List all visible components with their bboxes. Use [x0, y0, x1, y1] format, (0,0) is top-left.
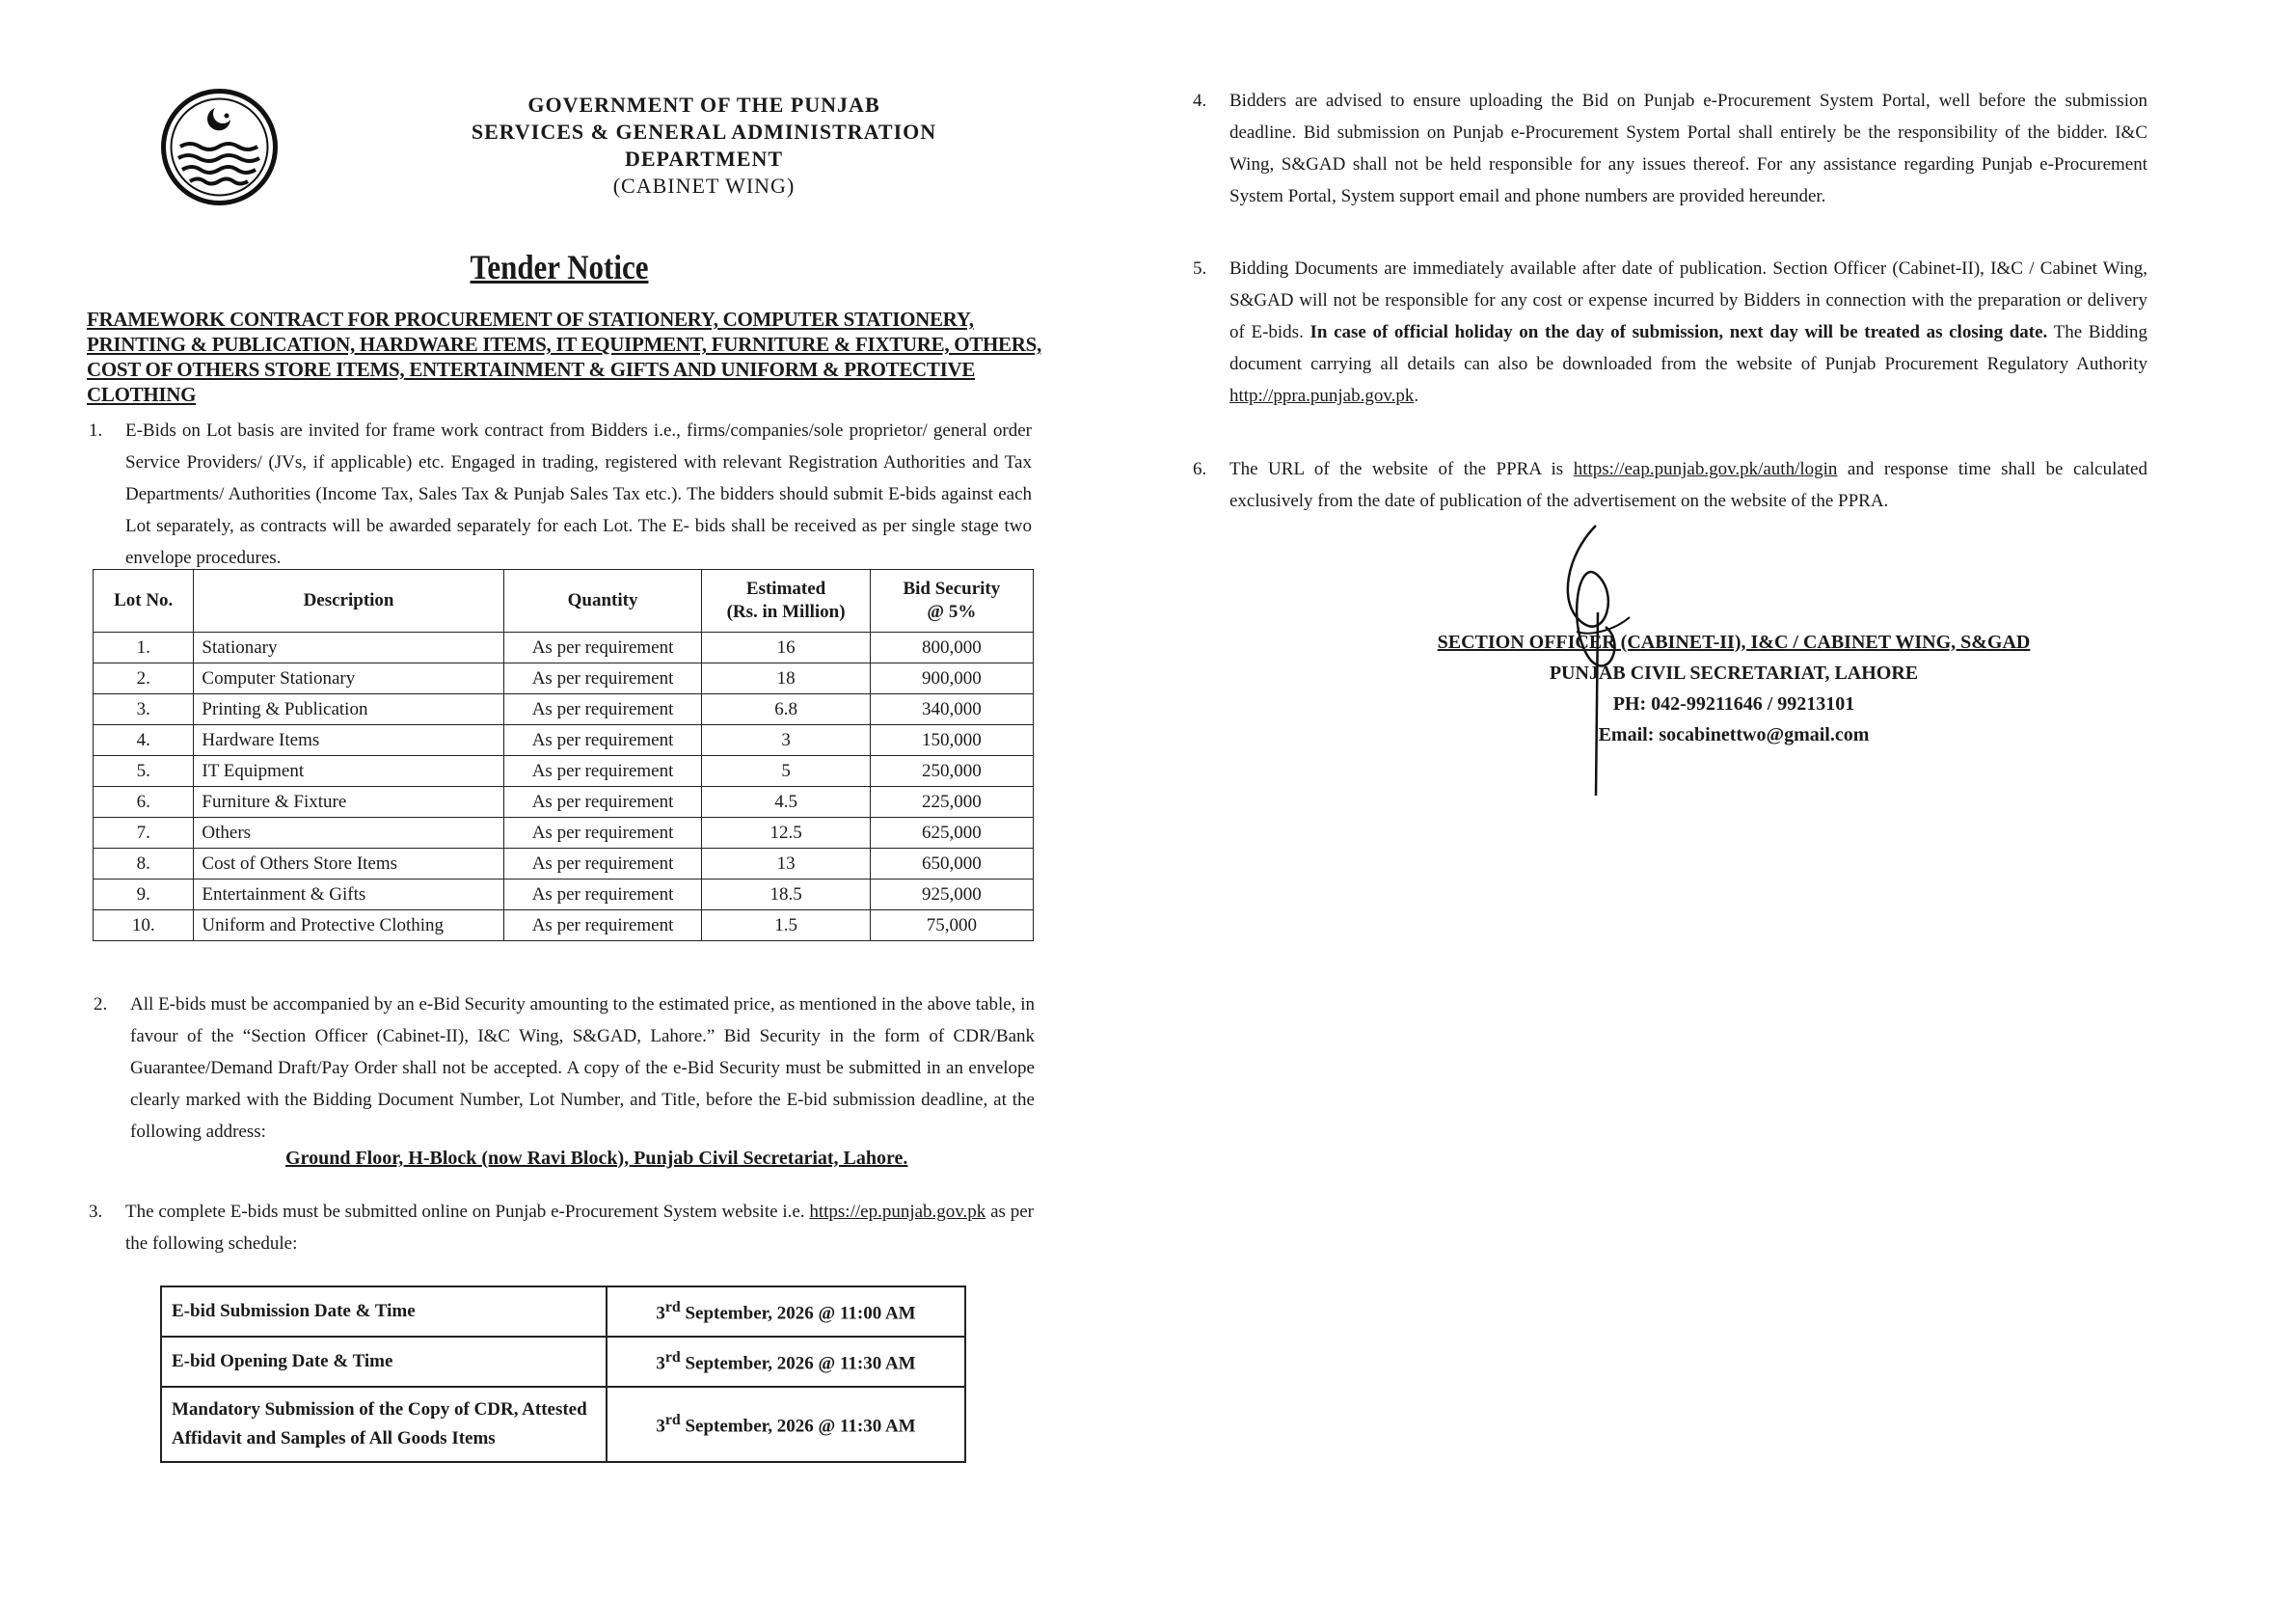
lot-bid-security: 925,000	[870, 880, 1033, 910]
lot-bid-security: 150,000	[870, 725, 1033, 756]
paragraph-3	[89, 1196, 1035, 1259]
lot-quantity: As per requirement	[503, 756, 702, 787]
lot-description: Hardware Items	[194, 725, 503, 756]
table-row	[94, 849, 1034, 880]
header-bid-security	[870, 570, 1033, 633]
lot-description: IT Equipment	[194, 756, 503, 787]
tender-subject: FRAMEWORK CONTRACT FOR PROCUREMENT OF STATIONERY, COMPUTER STATIONERY, PRINTING & PUBLICATION, HARDWARE ITEMS, IT EQUIPMENT, FURNITURE & FIXTURE, OTHERS, COST OF OTHERS STORE ITEMS, ENTERTAINMENT & GIFTS AND UNIFORM & PROTECTIVE CLOTHING	[87, 308, 1041, 406]
schedule-day-suffix: rd	[664, 1348, 681, 1366]
schedule-label: E-bid Submission Date & Time	[161, 1286, 607, 1337]
header-description: Description	[194, 570, 503, 633]
lot-estimated: 18.5	[702, 880, 870, 910]
header-line-2: SERVICES & GENERAL ADMINISTRATION	[471, 120, 937, 144]
lot-bid-security: 75,000	[870, 910, 1033, 941]
lot-description: Printing & Publication	[194, 694, 503, 725]
schedule-day: 3	[656, 1416, 665, 1437]
lot-number: 9.	[94, 880, 194, 910]
paragraph-text-end: .	[1414, 386, 1419, 406]
lot-number: 4.	[94, 725, 194, 756]
table-row	[94, 663, 1034, 694]
lot-bid-security: 650,000	[870, 849, 1033, 880]
table-row	[94, 910, 1034, 941]
paragraph-number: 6.	[1193, 459, 1207, 479]
paragraph-1	[89, 415, 1032, 574]
paragraph-text-cont: The Bidding document carrying all details can also be downloaded from the website of Punjab Procurement Regulatory Authority	[1229, 322, 2147, 374]
lot-quantity: As per requirement	[503, 787, 702, 818]
lot-quantity: As per requirement	[503, 880, 702, 910]
paragraph-text-end: and response time shall be calculated exclusively from the date of publication of the advertisement on the website of the PPRA.	[1229, 459, 2147, 511]
paragraph-2	[94, 988, 1035, 1148]
header-security-line2: @ 5%	[927, 602, 977, 622]
lot-estimated: 6.8	[702, 694, 870, 725]
table-row	[94, 787, 1034, 818]
header-estimated	[702, 570, 870, 633]
header-estimated-line1: Estimated	[745, 579, 826, 599]
lot-quantity: As per requirement	[503, 663, 702, 694]
lot-bid-security: 340,000	[870, 694, 1033, 725]
lot-description: Cost of Others Store Items	[194, 849, 503, 880]
signatory-phone: PH: 042-99211646 / 99213101	[1612, 693, 1855, 715]
table-row	[161, 1337, 965, 1387]
paragraph-number: 1.	[89, 420, 103, 441]
paragraph-number: 3.	[89, 1202, 103, 1222]
paragraph-number: 5.	[1193, 258, 1207, 279]
schedule-date-rest: September, 2026 @ 11:30 AM	[680, 1353, 916, 1374]
lot-number: 1.	[94, 633, 194, 663]
lot-number: 7.	[94, 818, 194, 849]
header-quantity: Quantity	[503, 570, 702, 633]
lot-estimated: 13	[702, 849, 870, 880]
signatory-email: Email: socabinettwo@gmail.com	[1598, 724, 1870, 745]
schedule-day: 3	[656, 1353, 665, 1374]
table-row	[161, 1286, 965, 1337]
paragraph-text: The URL of the website of the PPRA is	[1229, 459, 1574, 479]
header-line-3: DEPARTMENT	[624, 147, 784, 171]
table-row	[161, 1387, 965, 1462]
lot-bid-security: 250,000	[870, 756, 1033, 787]
lot-estimated: 5	[702, 756, 870, 787]
paragraph-6	[1193, 453, 2147, 517]
lot-bid-security: 900,000	[870, 663, 1033, 694]
schedule-label: Mandatory Submission of the Copy of CDR, Attested Affidavit and Samples of All Goods Items	[161, 1387, 607, 1462]
table-row	[94, 880, 1034, 910]
signatory-address: PUNJAB CIVIL SECRETARIAT, LAHORE	[1549, 663, 1919, 684]
punjab-government-logo-icon	[159, 87, 280, 207]
lot-description: Others	[194, 818, 503, 849]
lot-number: 10.	[94, 910, 194, 941]
paragraph-4	[1193, 85, 2147, 212]
lot-estimated: 1.5	[702, 910, 870, 941]
page-title: Tender Notice	[470, 248, 649, 286]
lot-quantity: As per requirement	[503, 725, 702, 756]
lot-number: 6.	[94, 787, 194, 818]
schedule-value	[607, 1337, 965, 1387]
schedule-date-rest: September, 2026 @ 11:00 AM	[680, 1303, 916, 1324]
paragraph-text: The complete E-bids must be submitted online on Punjab e-Procurement System website i.e.	[125, 1202, 810, 1222]
lot-quantity: As per requirement	[503, 818, 702, 849]
schedule-value	[607, 1286, 965, 1337]
ppra-link[interactable]: http://ppra.punjab.gov.pk	[1229, 386, 1415, 406]
lot-estimated: 18	[702, 663, 870, 694]
schedule-date-rest: September, 2026 @ 11:30 AM	[680, 1416, 916, 1437]
lot-number: 8.	[94, 849, 194, 880]
schedule-day: 3	[656, 1303, 665, 1324]
lot-estimated: 4.5	[702, 787, 870, 818]
table-row	[94, 694, 1034, 725]
lot-quantity: As per requirement	[503, 849, 702, 880]
e-procurement-link[interactable]: https://ep.punjab.gov.pk	[809, 1202, 986, 1222]
lot-estimated: 12.5	[702, 818, 870, 849]
table-header-row	[94, 570, 1034, 633]
schedule-day-suffix: rd	[664, 1411, 681, 1428]
table-row	[94, 633, 1034, 663]
submission-address: Ground Floor, H-Block (now Ravi Block), Punjab Civil Secretariat, Lahore.	[285, 1148, 908, 1169]
lots-table	[93, 569, 1034, 941]
signatory-office: SECTION OFFICER (CABINET-II), I&C / CABINET WING, S&GAD	[1437, 632, 2031, 653]
signature-block	[1396, 627, 2071, 750]
lot-quantity: As per requirement	[503, 633, 702, 663]
schedule-day-suffix: rd	[664, 1298, 681, 1315]
lot-number: 2.	[94, 663, 194, 694]
lot-bid-security: 800,000	[870, 633, 1033, 663]
government-header	[424, 92, 984, 200]
schedule-value	[607, 1387, 965, 1462]
lot-estimated: 3	[702, 725, 870, 756]
ppra-login-link[interactable]: https://eap.punjab.gov.pk/auth/login	[1573, 459, 1838, 479]
table-row	[94, 756, 1034, 787]
schedule-table	[160, 1286, 966, 1463]
lot-quantity: As per requirement	[503, 910, 702, 941]
lot-bid-security: 225,000	[870, 787, 1033, 818]
lot-estimated: 16	[702, 633, 870, 663]
table-row	[94, 725, 1034, 756]
header-lot-no: Lot No.	[94, 570, 194, 633]
lot-quantity: As per requirement	[503, 694, 702, 725]
header-estimated-line2: (Rs. in Million)	[726, 602, 846, 622]
header-security-line1: Bid Security	[903, 579, 1001, 599]
paragraph-number: 4.	[1193, 91, 1207, 111]
schedule-label: E-bid Opening Date & Time	[161, 1337, 607, 1387]
table-row	[94, 818, 1034, 849]
header-line-1: GOVERNMENT OF THE PUNJAB	[527, 93, 880, 117]
lot-number: 5.	[94, 756, 194, 787]
paragraph-text: Bidding Documents are immediately available after date of publication. Section Officer (Cabinet-II), I&C / Cabinet Wing, S&GAD will not be responsible for any cost or expense incurred by Bidders in connection with the preparation or delivery of E-bids.	[1229, 258, 2147, 342]
paragraph-number: 2.	[94, 994, 108, 1015]
lot-bid-security: 625,000	[870, 818, 1033, 849]
lot-description: Stationary	[194, 633, 503, 663]
paragraph-text: E-Bids on Lot basis are invited for frame work contract from Bidders i.e., firms/companies/sole proprietor/ general order Service Providers/ (JVs, if applicable) etc. Engaged in trading, registered with relevant Registration Authorities and Tax Departments/ Authorities (Income Tax, Sales Tax & Punjab Sales Tax etc.). The bidders should submit E-bids against each Lot separately, as contracts will be awarded separately for each Lot. The E- bids shall be received as per single stage two envelope procedures.	[125, 420, 1032, 568]
paragraph-text: Bidders are advised to ensure uploading the Bid on Punjab e-Procurement System Portal, well before the submission deadline. Bid submission on Punjab e-Procurement System Portal shall entirely be the responsibility of the bidder. I&C Wing, S&GAD shall not be held responsible for any issues thereof. For any assistance regarding Punjab e-Procurement System Portal, System support email and phone numbers are provided hereunder.	[1229, 91, 2147, 206]
holiday-note: In case of official holiday on the day of submission, next day will be treated as closing date.	[1310, 322, 2048, 342]
header-line-4: (CABINET WING)	[612, 174, 796, 198]
right-page	[1148, 0, 2295, 1624]
paragraph-5	[1193, 253, 2147, 412]
lot-description: Uniform and Protective Clothing	[194, 910, 503, 941]
lot-description: Entertainment & Gifts	[194, 880, 503, 910]
paragraph-text-end: as per the following schedule:	[125, 1202, 1035, 1254]
lot-number: 3.	[94, 694, 194, 725]
lot-description: Computer Stationary	[194, 663, 503, 694]
paragraph-text: All E-bids must be accompanied by an e-Bid Security amounting to the estimated price, as mentioned in the above table, in favour of the “Section Officer (Cabinet-II), I&C Wing, S&GAD, Lahore.” Bid Security in the form of CDR/Bank Guarantee/Demand Draft/Pay Order shall not be accepted. A copy of the e-Bid Security must be submitted in an envelope clearly marked with the Bidding Document Number, Lot Number, and Title, before the E-bid submission deadline, at the following address:	[130, 994, 1035, 1142]
lot-description: Furniture & Fixture	[194, 787, 503, 818]
